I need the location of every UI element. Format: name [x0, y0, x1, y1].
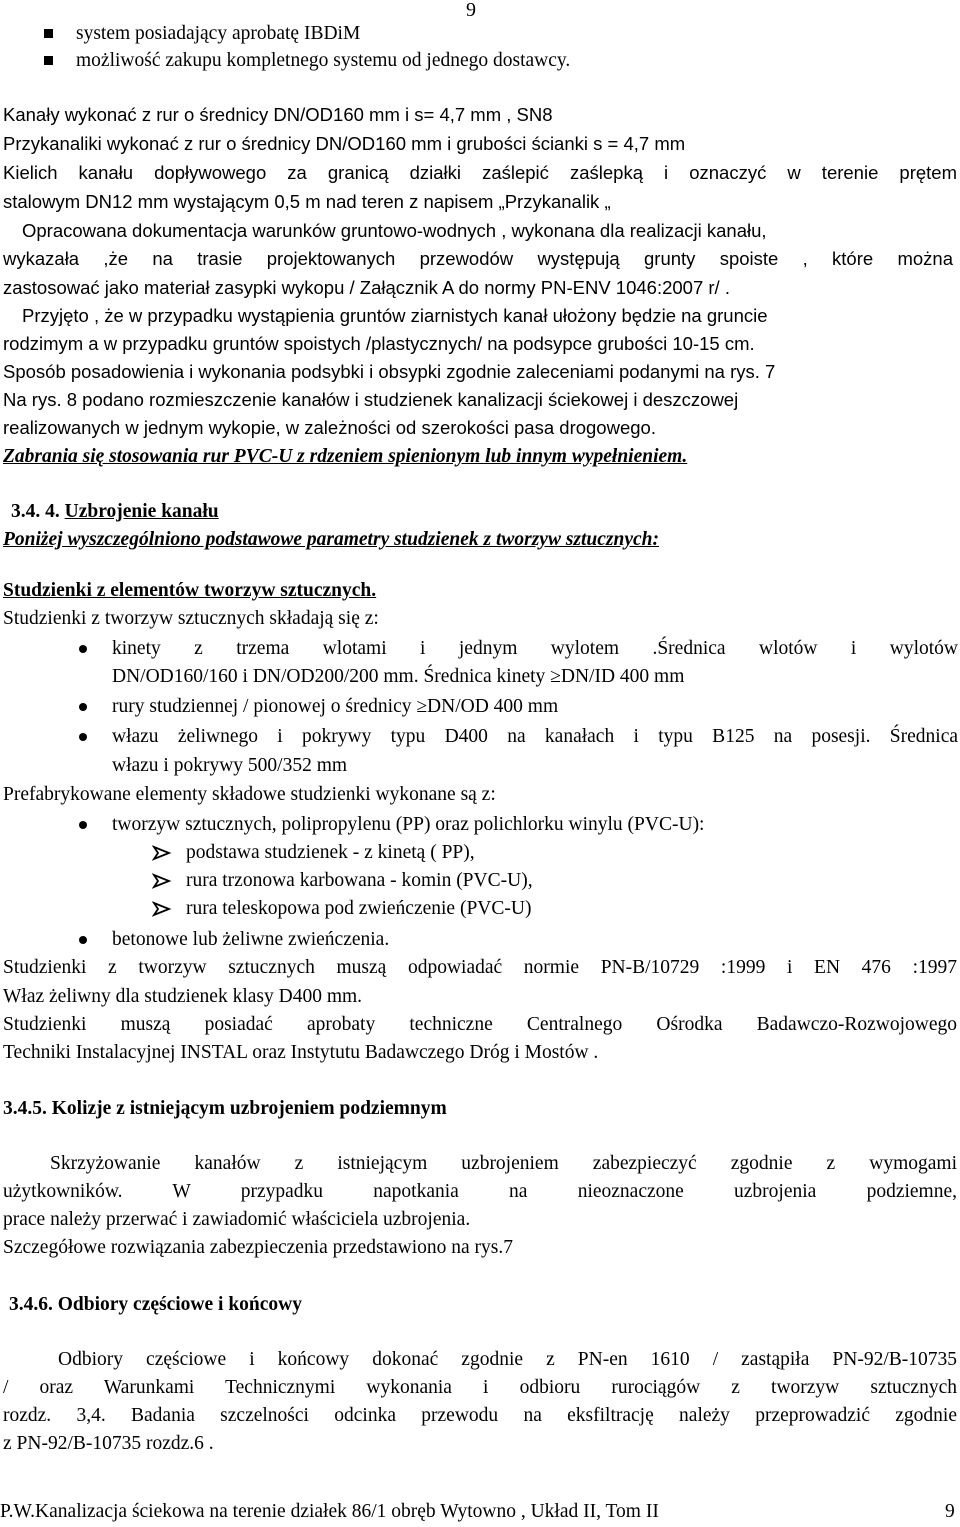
- paragraph-line: Przykanaliki wykonać z rur o średnicy DN/OD160 mm i grubości ścianki s = 4,7 mm: [3, 133, 686, 154]
- paragraph-line: Opracowana dokumentacja warunków gruntowo-wodnych , wykonana dla realizacji kanału,: [22, 220, 767, 241]
- paragraph-line: Odbiory częściowe i końcowy dokonać zgodnie z PN-en 1610 / zastąpiła PN-92/B-10735: [58, 1349, 957, 1370]
- sub-list-item: podstawa studzienek - z kinetą ( PP),: [186, 842, 475, 863]
- paragraph-line: Kielich kanału dopływowego za granicą działki zaślepić zaślepką i oznaczyć w terenie prętem: [3, 162, 957, 183]
- round-bullet-icon: [79, 703, 87, 711]
- arrow-bullet-icon: [152, 845, 172, 861]
- sub-list-item: rura teleskopowa pod zwieńczenie (PVC-U): [186, 898, 532, 919]
- paragraph-line: Kanały wykonać z rur o średnicy DN/OD160 mm i s= 4,7 mm , SN8: [3, 104, 553, 125]
- paragraph-line: Skrzyżowanie kanałów z istniejącym uzbrojeniem zabezpieczyć zgodnie z wymogami: [50, 1153, 957, 1174]
- section-heading: 3.4.5. Kolizje z istniejącym uzbrojeniem podziemnym: [3, 1098, 447, 1119]
- section-heading: 3.4.6. Odbiory częściowe i końcowy: [9, 1294, 303, 1315]
- paragraph-line: Na rys. 8 podano rozmieszczenie kanałów i studzienek kanalizacji ściekowej i deszczowej: [3, 389, 739, 410]
- square-bullet-icon: [44, 29, 53, 38]
- arrow-bullet-icon: [152, 901, 172, 917]
- paragraph-line: Przyjęto , że w przypadku wystąpienia gruntów ziarnistych kanał ułożony będzie na gruncie: [22, 305, 768, 326]
- paragraph-line: Szczegółowe rozwiązania zabezpieczenia przedstawiono na rys.7: [3, 1237, 513, 1258]
- paragraph-line: zastosować jako materiał zasypki wykopu / Załącznik A do normy PN-ENV 1046:2007 r/ .: [3, 277, 730, 298]
- warning-note: Zabrania się stosowania rur PVC-U z rdzeniem spienionym lub innym wypełnieniem.: [3, 446, 688, 467]
- list-item-continuation: DN/OD160/160 i DN/OD200/200 mm. Średnica kinety ≥DN/ID 400 mm: [112, 666, 685, 687]
- page-number: 9: [466, 0, 476, 21]
- paragraph-line: rozdz. 3,4. Badania szczelności odcinka przewodu na eksfiltrację należy przeprowadzić zgodnie: [3, 1405, 957, 1426]
- paragraph-line: / oraz Warunkami Technicznymi wykonania i odbioru rurociągów z tworzyw sztucznych: [3, 1377, 957, 1398]
- paragraph-line: z PN-92/B-10735 rozdz.6 .: [3, 1433, 214, 1454]
- section-intro: Poniżej wyszczególniono podstawowe parametry studzienek z tworzyw sztucznych:: [3, 529, 660, 550]
- square-bullet-icon: [44, 56, 53, 65]
- paragraph-line: wykazała ,że na trasie projektowanych przewodów występują grunty spoiste , które można: [3, 248, 953, 269]
- paragraph-line: użytkowników. W przypadku napotkania na nieoznaczone uzbrojenia podziemne,: [3, 1181, 957, 1202]
- paragraph-line: rodzimym a w przypadku gruntów spoistych /plastycznych/ na podsypce grubości 10-15 cm.: [3, 333, 755, 354]
- section-title: Uzbrojenie kanału: [64, 501, 219, 522]
- list-item-continuation: włazu i pokrywy 500/352 mm: [112, 755, 348, 776]
- list-item: tworzyw sztucznych, polipropylenu (PP) oraz polichlorku winylu (PVC-U):: [112, 814, 705, 835]
- list-item: włazu żeliwnego i pokrywy typu D400 na kanałach i typu B125 na posesji. Średnica: [112, 726, 958, 747]
- bullet-text: możliwość zakupu kompletnego systemu od jednego dostawcy.: [76, 50, 571, 71]
- section-number: 3.4. 4.: [11, 501, 60, 522]
- paragraph-line: Techniki Instalacyjnej INSTAL oraz Instytutu Badawczego Dróg i Mostów .: [3, 1042, 599, 1063]
- round-bullet-icon: [79, 733, 87, 741]
- paragraph-line: Studzienki z tworzyw sztucznych składają się z:: [3, 608, 379, 629]
- paragraph-line: Studzienki z tworzyw sztucznych muszą odpowiadać normie PN-B/10729 :1999 i EN 476 :1997: [3, 957, 957, 978]
- sub-list-item: rura trzonowa karbowana - komin (PVC-U),: [186, 870, 533, 891]
- paragraph-line: Sposób posadowienia i wykonania podsybki i obsypki zgodnie zaleceniami podanymi na rys. 7: [3, 361, 776, 382]
- paragraph-line: prace należy przerwać i zawiadomić właściciela uzbrojenia.: [3, 1209, 471, 1230]
- round-bullet-icon: [79, 936, 87, 944]
- list-item: betonowe lub żeliwne zwieńczenia.: [112, 929, 390, 950]
- footer-page-number: 9: [945, 1501, 955, 1522]
- list-item: rury studziennej / pionowej o średnicy ≥DN/OD 400 mm: [112, 696, 559, 717]
- arrow-bullet-icon: [152, 873, 172, 889]
- section-heading: [11, 502, 219, 522]
- paragraph-line: Studzienki muszą posiadać aprobaty techniczne Centralnego Ośrodka Badawczo-Rozwojowego: [3, 1014, 957, 1035]
- paragraph-line: realizowanych w jednym wykopie, w zależności od szerokości pasa drogowego.: [3, 417, 656, 438]
- paragraph-line: Właz żeliwny dla studzienek klasy D400 mm.: [3, 986, 363, 1007]
- paragraph-line: stalowym DN12 mm wystającym 0,5 m nad teren z napisem „Przykanalik „: [3, 191, 611, 212]
- footer-text: P.W.Kanalizacja ściekowa na terenie działek 86/1 obręb Wytowno , Układ II, Tom II: [0, 1501, 659, 1522]
- bullet-text: system posiadający aprobatę IBDiM: [76, 23, 361, 44]
- list-item: kinety z trzema wlotami i jednym wylotem .Średnica wlotów i wylotów: [112, 638, 958, 659]
- subheading: Studzienki z elementów tworzyw sztucznych.: [3, 580, 377, 601]
- paragraph-line: Prefabrykowane elementy składowe studzienki wykonane są z:: [3, 784, 496, 805]
- round-bullet-icon: [79, 645, 87, 653]
- round-bullet-icon: [79, 821, 87, 829]
